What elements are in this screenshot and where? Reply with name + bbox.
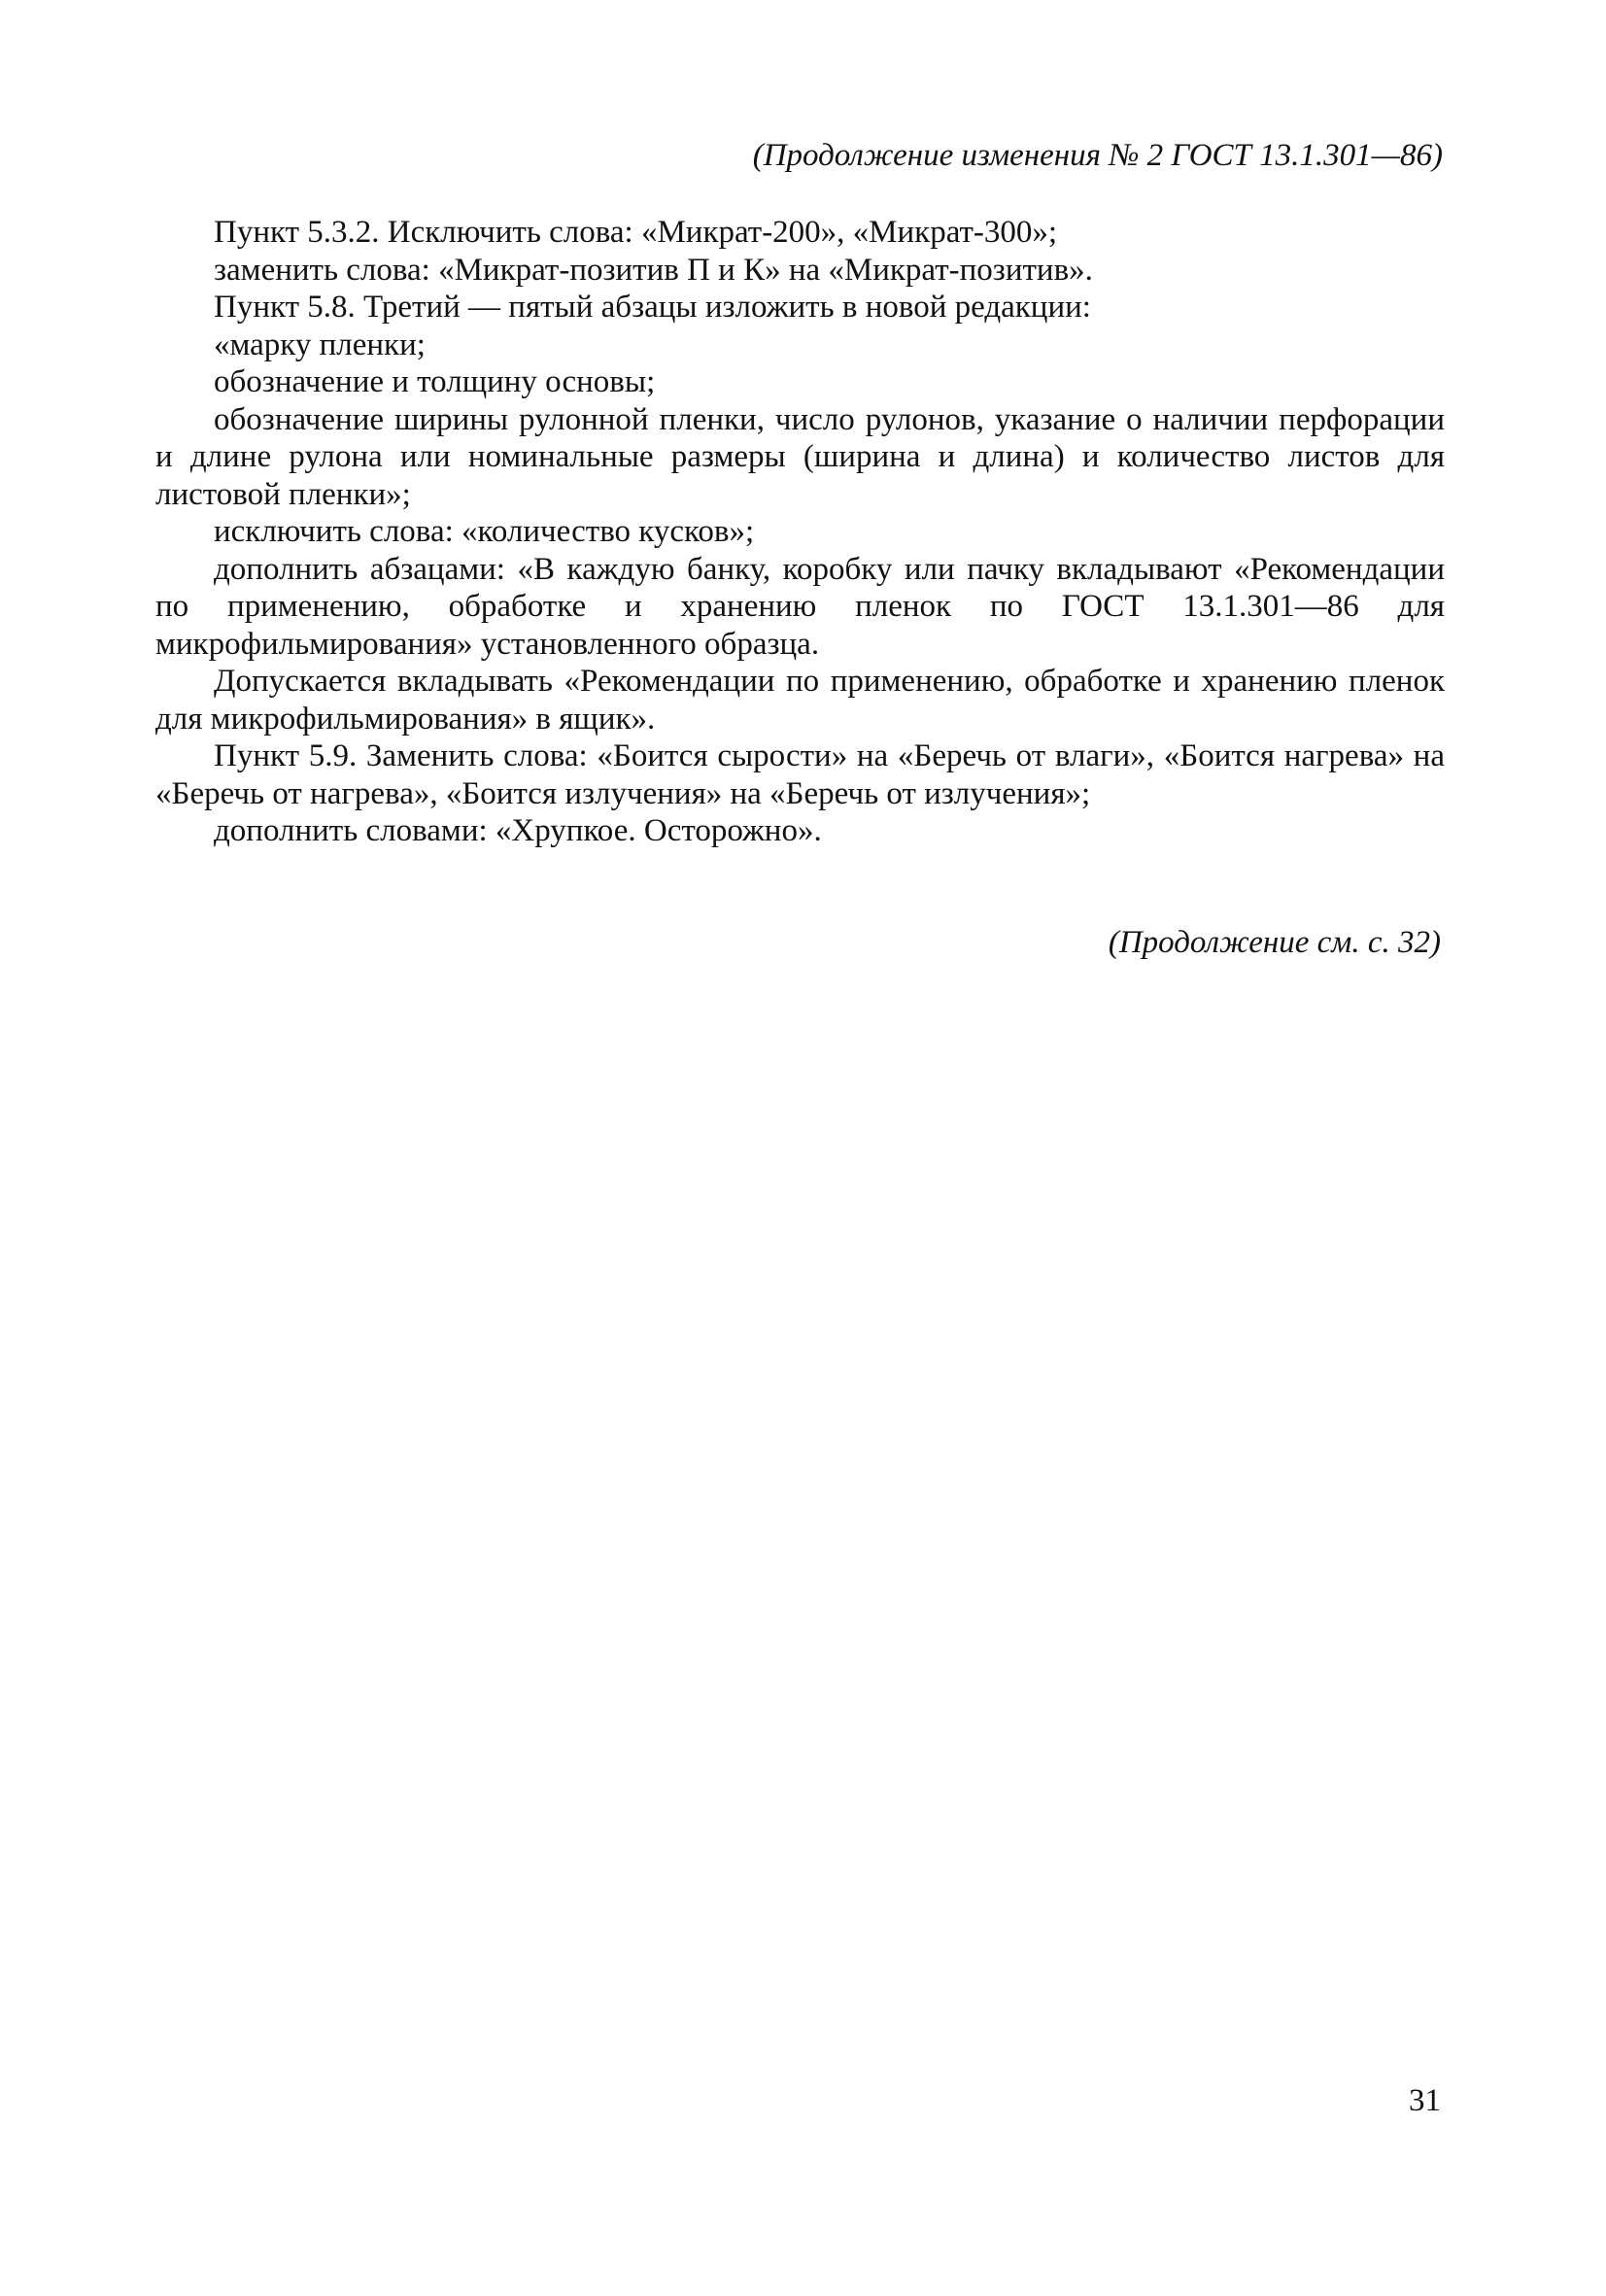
paragraph-film-mark: «марку пленки;: [214, 326, 426, 362]
paragraph-replace-words: заменить слова: «Микрат-позитив П и К» на «Микрат-позитив».: [214, 252, 1093, 288]
paragraph-base-designation: обозначение и толщину основы;: [214, 364, 656, 399]
paragraph-fragile-careful: дополнить словами: «Хрупкое. Осторожно».: [214, 813, 822, 848]
amendment-text: [155, 214, 1445, 850]
paragraph-exclude-words: исключить слова: «количество кусков»;: [214, 514, 755, 549]
paragraph-add-recommendations: дополнить абзацами: «В каждую банку, коробку или пачку вкладывают «Рекомендации по применению, обработке и хранению пленок по ГОСТ 13.1.301—86 для микрофильмирования» установленного образца.: [155, 551, 1445, 662]
paragraph-roll-width: обозначение ширины рулонной пленки, число рулонов, указание о наличии перфорации и длине рулона или номинальные размеры (ширина и длина) и количество листов для листовой пленки»;: [155, 401, 1445, 512]
paragraph-item-5-9: Пункт 5.9. Заменить слова: «Боится сырости» на «Беречь от влаги», «Боится нагрева» на «Беречь от нагрева», «Боится излучения» на «Беречь от излучения»;: [155, 738, 1445, 811]
paragraph-item-5-3-2: Пункт 5.3.2. Исключить слова: «Микрат-200», «Микрат-300»;: [214, 215, 1058, 250]
running-head: (Продолжение изменения № 2 ГОСТ 13.1.301—86): [752, 138, 1443, 173]
paragraph-allowed-in-box: Допускается вкладывать «Рекомендации по применению, обработке и хранению пленок для микрофильмирования» в ящик».: [155, 664, 1445, 737]
continuation-note: (Продолжение см. с. 32): [1108, 925, 1441, 960]
page-number: 31: [1409, 2083, 1441, 2118]
paragraph-item-5-8: Пункт 5.8. Третий — пятый абзацы изложить в новой редакции:: [214, 290, 1091, 325]
